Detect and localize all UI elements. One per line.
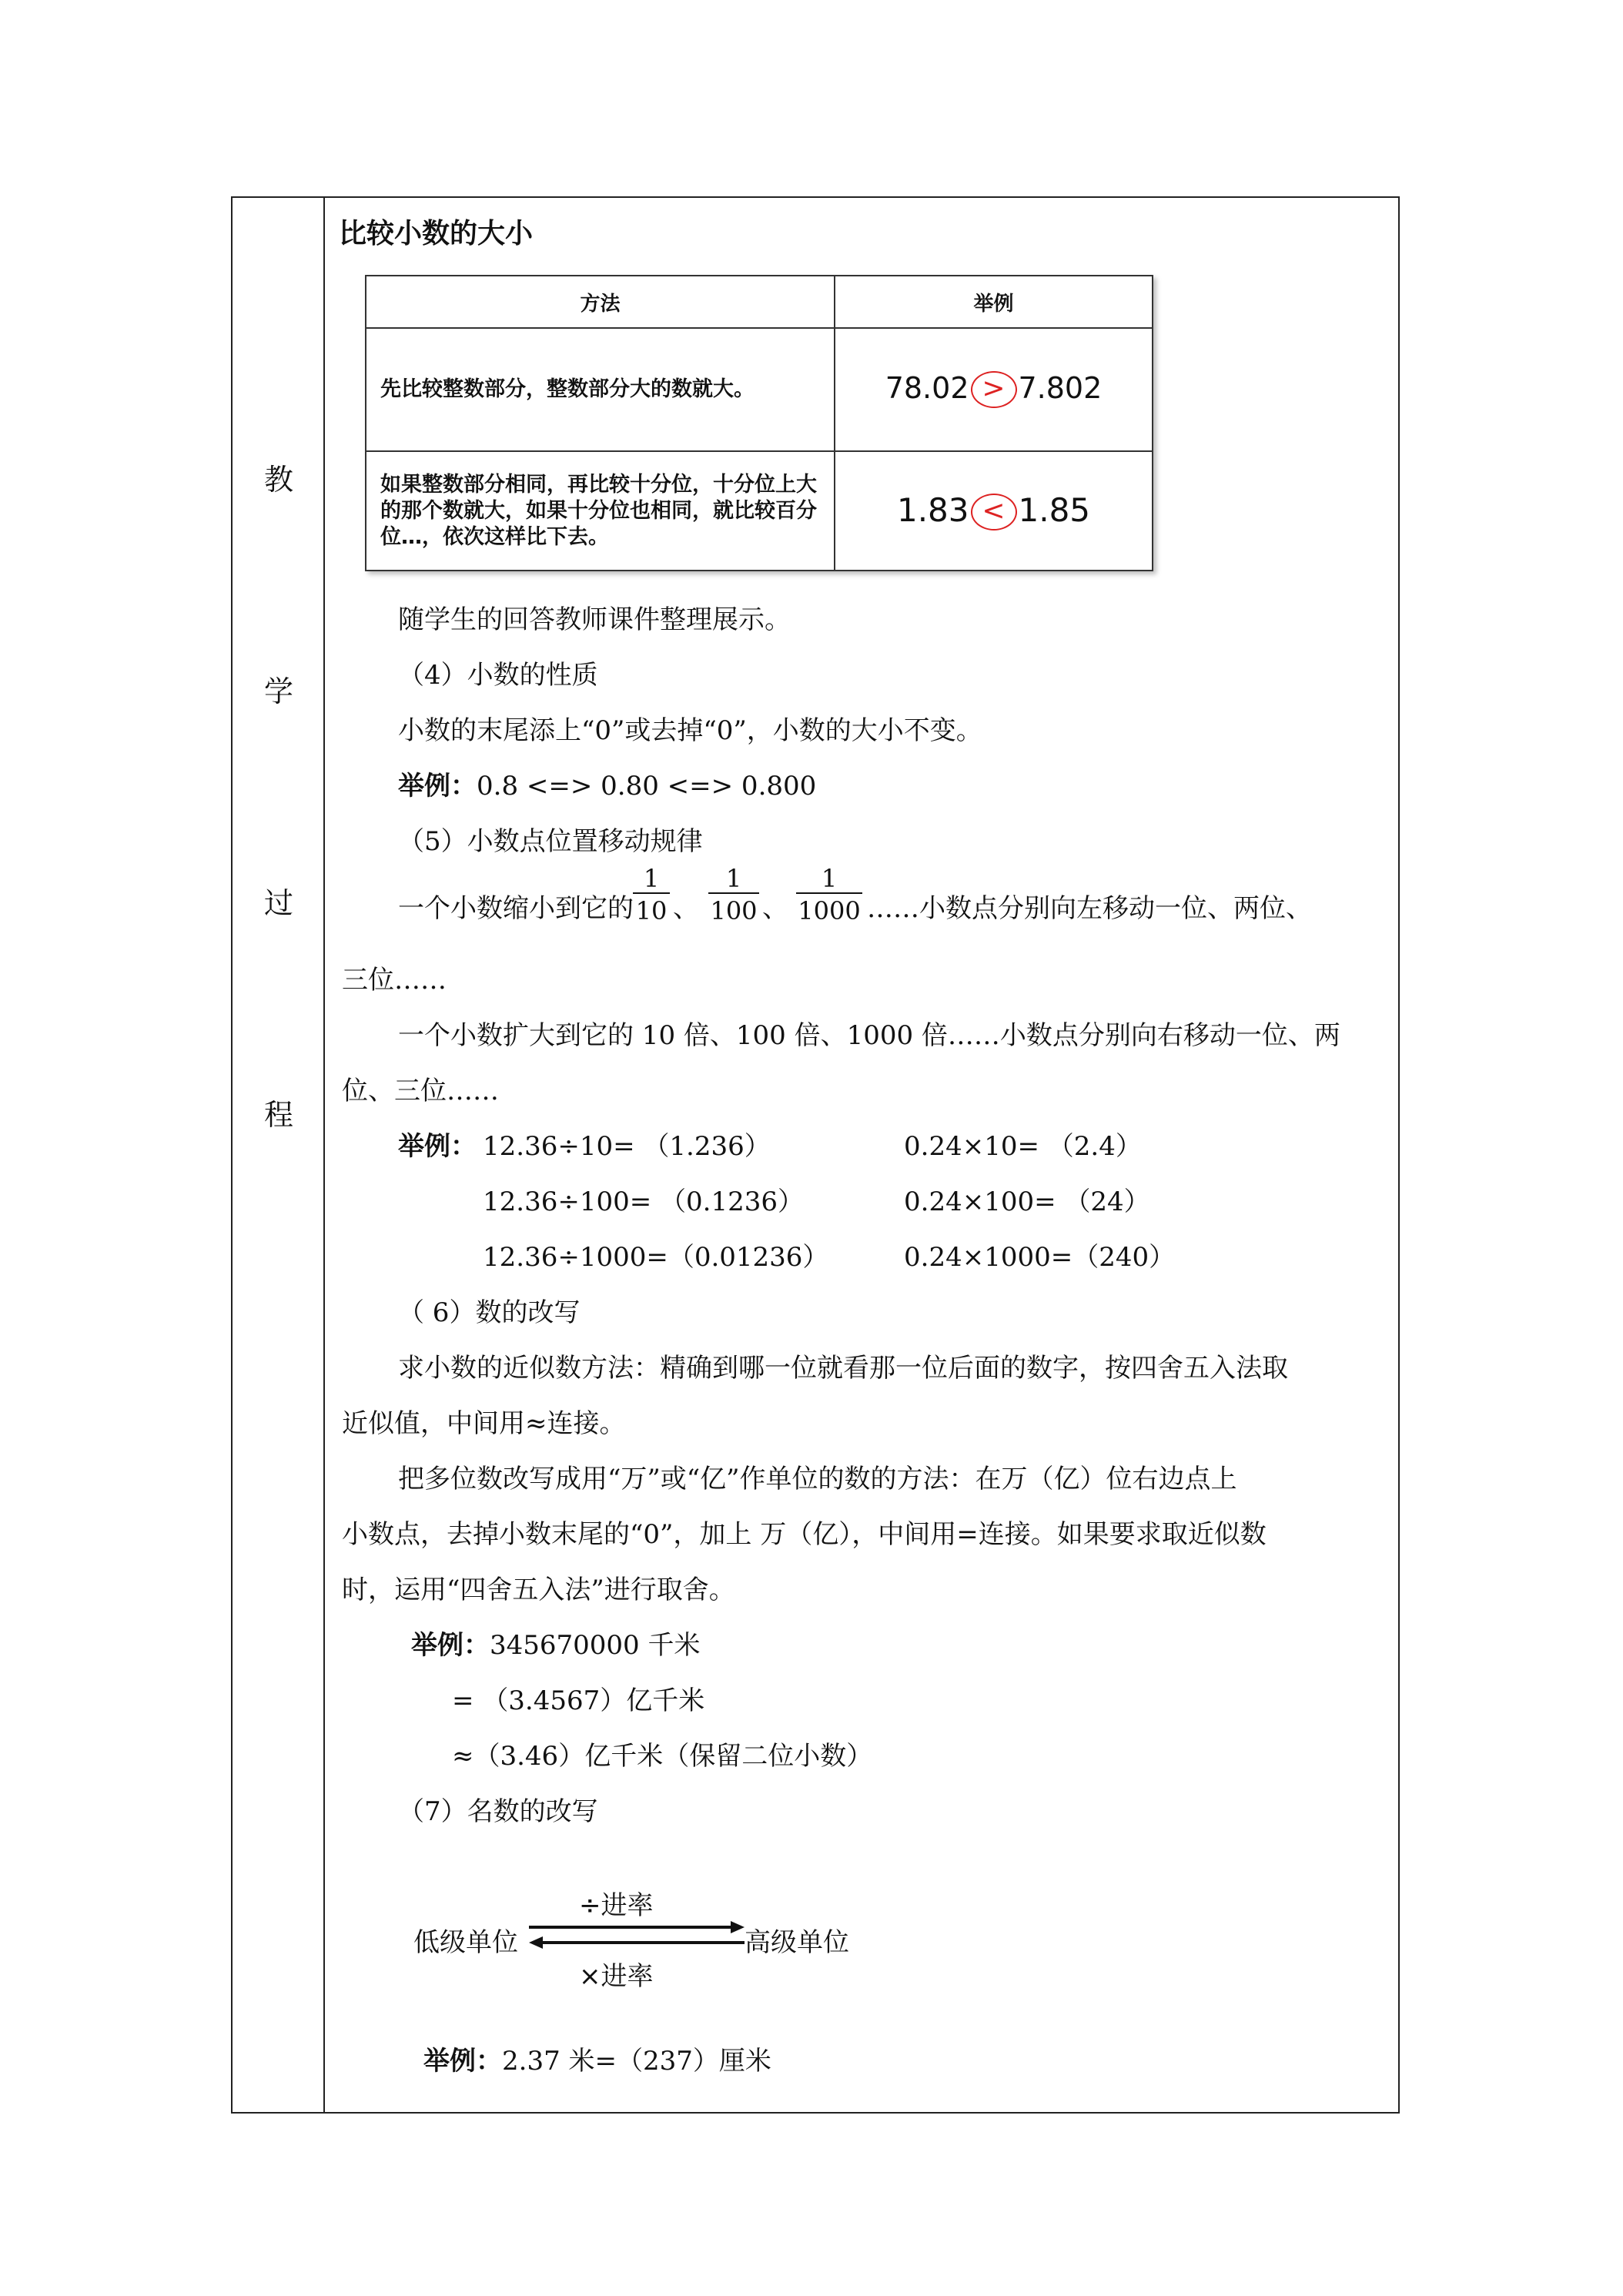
left-arrow-icon <box>529 1936 543 1949</box>
example-right: 1.85 <box>1018 490 1091 529</box>
example-left: 1.83 <box>896 490 969 529</box>
side-label-char: 程 <box>263 1098 293 1132</box>
paragraph: 小数的末尾添上“0”或去掉“0”，小数的大小不变。 <box>398 715 982 746</box>
example-line <box>411 1624 701 1662</box>
paragraph-continue: 三位…… <box>342 965 447 996</box>
paragraph: 一个小数扩大到它的 10 倍、100 倍、1000 倍……小数点分别向右移动一位、两 <box>398 1020 1340 1051</box>
example-text: 0.8 <=> 0.80 <=> 0.800 <box>477 771 817 802</box>
table-row <box>366 276 1153 328</box>
example-line <box>398 765 816 802</box>
compare-table <box>365 275 1153 571</box>
multiply-rate-label: ×进率 <box>579 1961 654 1992</box>
paragraph-continue: 位、三位…… <box>342 1076 499 1106</box>
paragraph-start: 一个小数缩小到它的 <box>398 893 634 924</box>
example-right: 7.802 <box>1018 370 1103 405</box>
example-left: 12.36÷1000=（0.01236） <box>483 1242 829 1273</box>
fraction-denominator: 10 <box>635 896 668 925</box>
section-heading: （5）小数点位置移动规律 <box>398 826 703 857</box>
example-cell <box>835 451 1153 571</box>
header-method: 方法 <box>366 276 835 328</box>
fraction <box>708 865 759 928</box>
side-label-char: 学 <box>263 674 293 708</box>
example-left: 12.36÷10= （1.236） <box>483 1131 771 1162</box>
method-cell: 如果整数部分相同，再比较十分位，十分位上大的那个数就大，如果十分位也相同，就比较百分位…，依次这样比下去。 <box>366 451 835 571</box>
paragraph-continue: 近似值，中间用≈连接。 <box>342 1408 626 1439</box>
right-arrow-icon <box>731 1921 745 1933</box>
paragraph: 随学生的回答教师课件整理展示。 <box>398 604 791 635</box>
section-heading: （4）小数的性质 <box>398 660 598 691</box>
paragraph-continue: 小数点，去掉小数末尾的“0”，加上 万（亿），中间用=连接。如果要求取近似数 <box>342 1519 1267 1550</box>
fraction <box>633 865 670 928</box>
paragraph: 求小数的近似数方法：精确到哪一位就看那一位后面的数字，按四舍五入法取 <box>398 1353 1288 1384</box>
section-heading: （ 6）数的改写 <box>398 1297 581 1328</box>
table-row <box>366 328 1153 451</box>
example-label: 举例： <box>398 1131 477 1162</box>
content-cell <box>325 198 1398 2112</box>
paragraph-end: ……小数点分别向左移动一位、两位、 <box>867 893 1312 924</box>
paragraph: 把多位数改写成用“万”或“亿”作单位的数的方法：在万（亿）位右边点上 <box>398 1464 1237 1494</box>
header-example: 举例 <box>835 276 1153 328</box>
fraction <box>796 865 862 928</box>
example-cell <box>835 328 1153 451</box>
side-label-char: 过 <box>263 886 293 920</box>
example-right: 0.24×1000=（240） <box>904 1242 1176 1273</box>
example-line: = （3.4567）亿千米 <box>452 1685 705 1716</box>
example-text: 2.37 米=（237）厘米 <box>502 2046 771 2077</box>
low-unit-label: 低级单位 <box>413 1927 518 1958</box>
unit-conversion-diagram <box>413 1890 937 1992</box>
side-label-column <box>233 198 325 2112</box>
section-heading: （7）名数的改写 <box>398 1796 598 1827</box>
example-label: 举例： <box>423 2046 502 2077</box>
compare-sign: < <box>971 494 1017 530</box>
method-cell: 先比较整数部分，整数部分大的数就大。 <box>366 328 835 451</box>
table-row <box>366 451 1153 571</box>
fraction-denominator: 100 <box>710 896 758 925</box>
high-unit-label: 高级单位 <box>745 1927 849 1958</box>
example-text: 345670000 千米 <box>490 1630 701 1661</box>
fraction-numerator: 1 <box>821 864 838 893</box>
paragraph-continue: 时，运用“四舍五入法”进行取舍。 <box>342 1575 735 1605</box>
fraction-numerator: 1 <box>725 864 742 893</box>
example-label: 举例： <box>398 771 477 802</box>
example-right: 0.24×10= （2.4） <box>904 1131 1142 1162</box>
example-right: 0.24×100= （24） <box>904 1186 1150 1217</box>
separator: 、 <box>762 893 788 924</box>
example-label: 举例： <box>411 1630 490 1661</box>
separator: 、 <box>673 893 699 924</box>
compare-sign: > <box>971 371 1017 408</box>
divide-rate-label: ÷进率 <box>579 1890 654 1921</box>
compare-title: 比较小数的大小 <box>339 218 534 249</box>
lesson-table <box>231 196 1400 2114</box>
example-left: 12.36÷100= （0.1236） <box>483 1186 804 1217</box>
example-line <box>423 2040 771 2077</box>
conversion-arrows <box>413 1892 937 1984</box>
example-left: 78.02 <box>885 370 969 405</box>
side-label-char: 教 <box>263 463 293 497</box>
example-line: ≈（3.46）亿千米（保留二位小数） <box>452 1741 873 1772</box>
fraction-denominator: 1000 <box>798 896 861 925</box>
fraction-numerator: 1 <box>643 864 660 893</box>
